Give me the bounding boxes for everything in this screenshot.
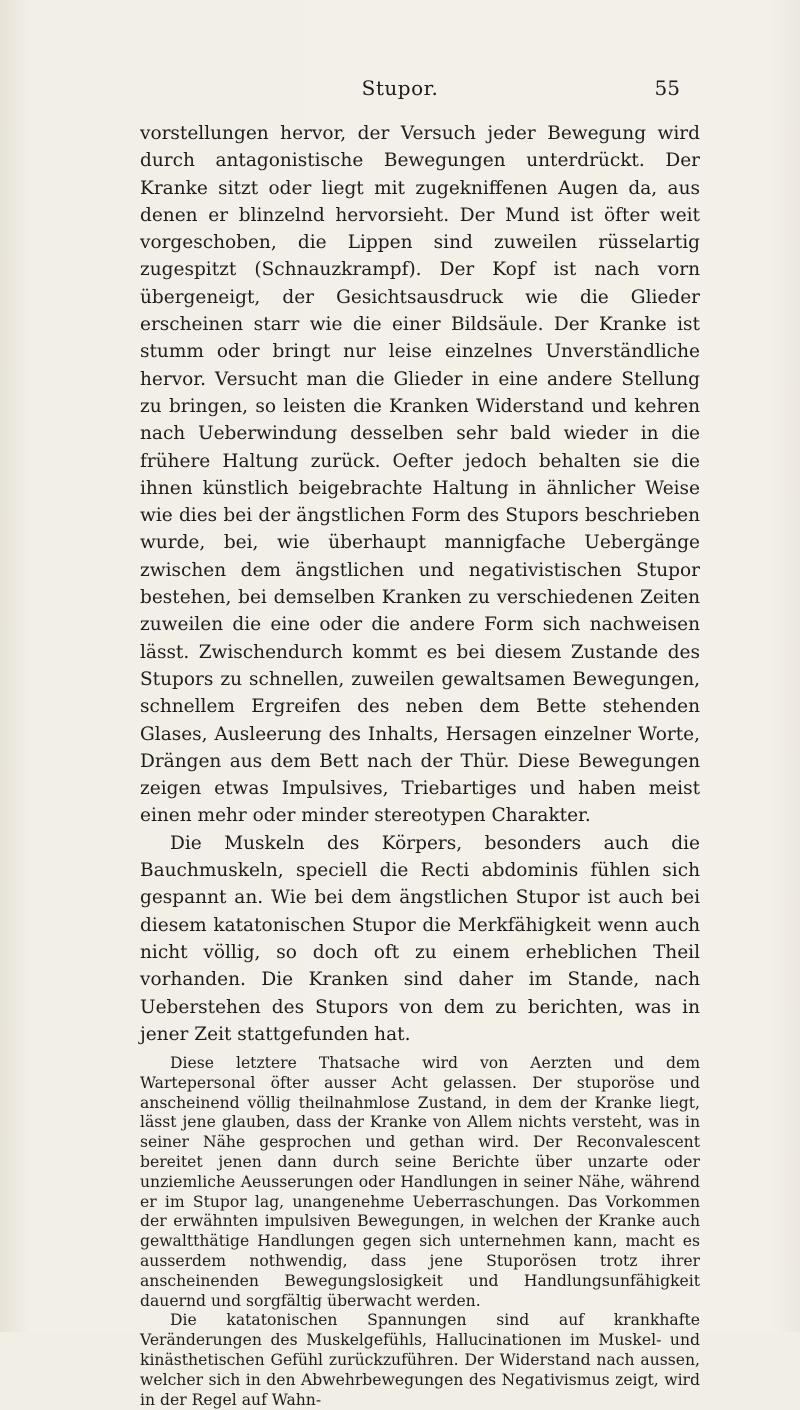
paragraph: vorstellungen hervor, der Versuch jeder Bewegung wird durch antagonistische Bewegungen unterdrückt. Der Kranke sitzt oder liegt mit zugekniffenen Augen da, aus denen er blinzelnd hervorsieht. Der Mund ist öfter weit vorgeschoben, die Lippen sind zuweilen rüsselartig zugespitzt (Schnauzkrampf). Der Kopf ist nach vorn übergeneigt, der Gesichtsausdruck wie die Glieder erscheinen starr wie die einer Bildsäule. Der Kranke ist stumm oder bringt nur leise einzelnes Unverständliche hervor. Versucht man die Glieder in eine andere Stellung zu bringen, so leisten die Kranken Widerstand und kehren nach Ueberwindung desselben sehr bald wieder in die frühere Haltung zurück. Oefter jedoch behalten sie die ihnen künstlich beigebrachte Haltung in ähnlicher Weise wie dies bei der ängstlichen Form des Stupors beschrieben wurde, bei, wie überhaupt mannigfache Uebergänge zwischen dem ängstlichen und negativistischen Stupor bestehen, bei demselben Kranken zu verschiedenen Zeiten zuweilen die eine oder die andere Form sich nachweisen lässt. Zwischendurch kommt es bei diesem Zustande des Stupors zu schnellen, zuweilen gewaltsamen Bewegungen, schnellem Ergreifen des neben dem Bette stehenden Glases, Ausleerung des Inhalts, Hersagen einzelner Worte, Drängen aus dem Bett nach der Thür. Diese Bewegungen zeigen etwas Impulsives, Triebartiges und haben meist einen mehr oder minder stereotypen Charakter. (140, 123, 700, 827)
small-print-paragraph: Diese letztere Thatsache wird von Aerzten und dem Wartepersonal öfter ausser Acht gelassen. Der stuporöse und anscheinend völlig theilnahmlose Zustand, in dem der Kranke liegt, lässt jene glauben, dass der Kranke von Allem nichts versteht, was in seiner Nähe gesprochen und gethan wird. Der Reconvalescent bereitet jenen dann durch seine Berichte über unzarte oder unziemliche Aeusserungen oder Handlungen in seiner Nähe, während er im Stupor lag, unangenehme Ueberraschungen. Das Vorkommen der erwähnten impulsiven Bewegungen, in welchen der Kranke auch gewaltthätige Handlungen gegen sich unternehmen kann, macht es ausserdem nothwendig, dass jene Stuporösen trotz ihrer anscheinenden Bewegungslosigkeit und Handlungsunfähigkeit dauernd und sorgfältig überwacht werden. (140, 1054, 700, 1310)
page-number: 55 (654, 76, 680, 100)
body-text (140, 120, 700, 1410)
page-header (0, 76, 800, 108)
paragraph: Die Muskeln des Körpers, besonders auch die Bauchmuskeln, speciell die Recti abdominis fühlen sich gespannt an. Wie bei dem ängstlichen Stupor ist auch bei diesem katatonischen Stupor die Merkfähigkeit wenn auch nicht völlig, so doch oft zu einem erheblichen Theil vorhanden. Die Kranken sind daher im Stande, nach Ueberstehen des Stupors von dem zu berichten, was in jener Zeit stattgefunden hat. (140, 832, 700, 1045)
main-text-block (140, 120, 700, 1048)
running-title: Stupor. (361, 76, 439, 100)
small-print-block (140, 1054, 700, 1410)
small-print-paragraph: Die katatonischen Spannungen sind auf krankhafte Veränderungen des Muskelgefühls, Hallucinationen im Muskel- und kinästhetischen Gefühl zurückzuführen. Der Widerstand nach aussen, welcher sich in den Abwehrbewegungen des Negativismus zeigt, wird in der Regel auf Wahn- (140, 1311, 700, 1409)
